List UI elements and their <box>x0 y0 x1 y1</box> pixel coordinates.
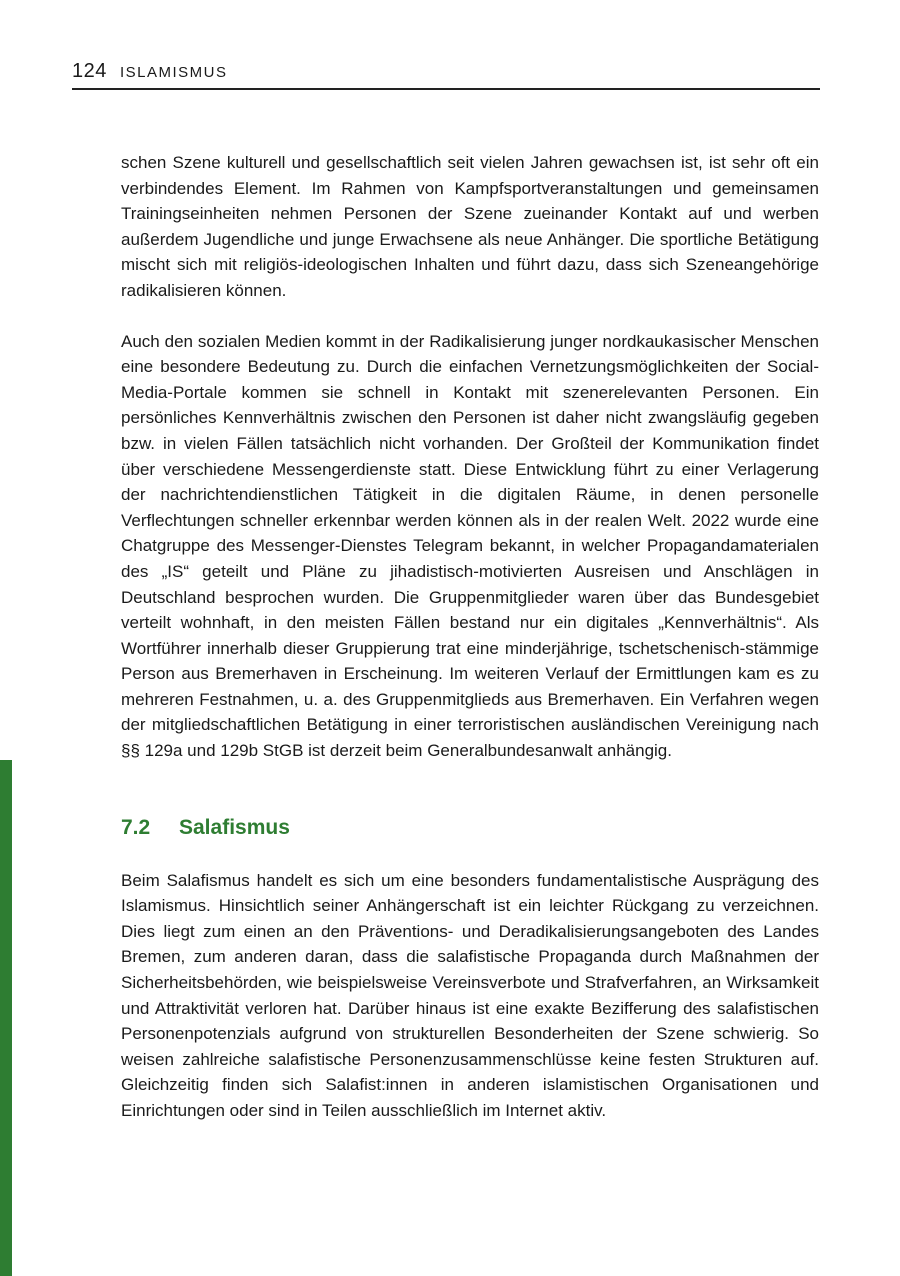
section-paragraph: Beim Salafismus handelt es sich um eine besonders fundamentalistische Ausprägung des Islamismus. Hinsichtlich seiner Anhängerschaft ist ein leichter Rückgang zu verzeichnen. Dies liegt zum einen an den Präventions- und Deradikalisierungsangeboten des Landes Bremen, zum anderen daran, dass die salafistische Propaganda durch Maßnahmen der Sicherheitsbehörden, wie beispielsweise Vereinsverbote und Strafverfahren, an Wirksamkeit und Attraktivität verloren hat. Darüber hinaus ist eine exakte Bezifferung des salafistischen Personenpotenzials aufgrund von strukturellen Besonderheiten der Szene schwierig. So weisen zahlreiche salafistische Personenzusammenschlüsse keine festen Strukturen auf. Gleichzeitig finden sich Salafist:innen in anderen islamistischen Organisationen und Einrichtungen oder sind in Teilen ausschließlich im Internet aktiv. <box>121 870 819 1120</box>
page-header <box>72 58 820 90</box>
running-title: ISLAMISMUS <box>120 64 228 81</box>
section-heading <box>121 814 819 842</box>
body-paragraph: schen Szene kulturell und gesellschaftlich seit vielen Jahren gewachsen ist, ist sehr oft ein verbindendes Element. Im Rahmen von Kampfsportveranstaltungen und gemeinsamen Trainingseinheiten nehmen Personen der Szene zueinander Kontakt auf und werben außerdem Jugendliche und junge Erwachsene als neue Anhänger. Die sportliche Betätigung mischt sich mit religiös-ideologischen Inhalten und führt dazu, dass sich Szeneangehörige radikalisieren können. <box>121 153 819 300</box>
page-number: 124 <box>72 60 107 82</box>
body-paragraph: Auch den sozialen Medien kommt in der Radikalisierung junger nordkaukasischer Menschen eine besondere Bedeutung zu. Durch die einfachen Vernetzungsmöglichkeiten der Social-Media-Portale kommen sie schnell in Kontakt mit szenerelevanten Personen. Ein persönliches Kennverhältnis zwischen den Personen ist daher nicht zwangsläufig gegeben bzw. in vielen Fällen tatsächlich nicht vorhanden. Der Großteil der Kommunikation findet über verschiedene Messengerdienste statt. Diese Entwicklung führt zu einer Verlagerung der nachrichtendienstlichen Tätigkeit in die digitalen Räume, in denen personelle Verflechtungen schneller erkennbar werden können als in der realen Welt. 2022 wurde eine Chatgruppe des Messenger-Dienstes Telegram bekannt, in welcher Propagandamaterialen des „IS“ geteilt und Pläne zu jihadistisch-motivierten Ausreisen und Anschlägen in Deutschland besprochen wurden. Die Gruppenmitglieder waren über das Bundesgebiet verteilt wohnhaft, in den meisten Fällen bestand nur ein digitales „Kennverhältnis“. Als Wortführer innerhalb dieser Gruppierung trat eine minderjährige, tschetschenisch-stämmige Person aus Bremerhaven in Erscheinung. Im weiteren Verlauf der Ermittlungen kam es zu mehreren Festnahmen, u. a. des Gruppenmitglieds aus Bremerhaven. Ein Verfahren wegen der mitgliedschaftlichen Betätigung in einer terroristischen ausländischen Vereinigung nach §§ 129a und 129b StGB ist derzeit beim Generalbundesanwalt anhängig. <box>121 331 819 761</box>
page-content <box>121 150 819 1124</box>
section-title: Salafismus <box>179 815 290 839</box>
section-number: 7.2 <box>121 815 151 839</box>
chapter-marker-bar <box>0 760 12 1276</box>
